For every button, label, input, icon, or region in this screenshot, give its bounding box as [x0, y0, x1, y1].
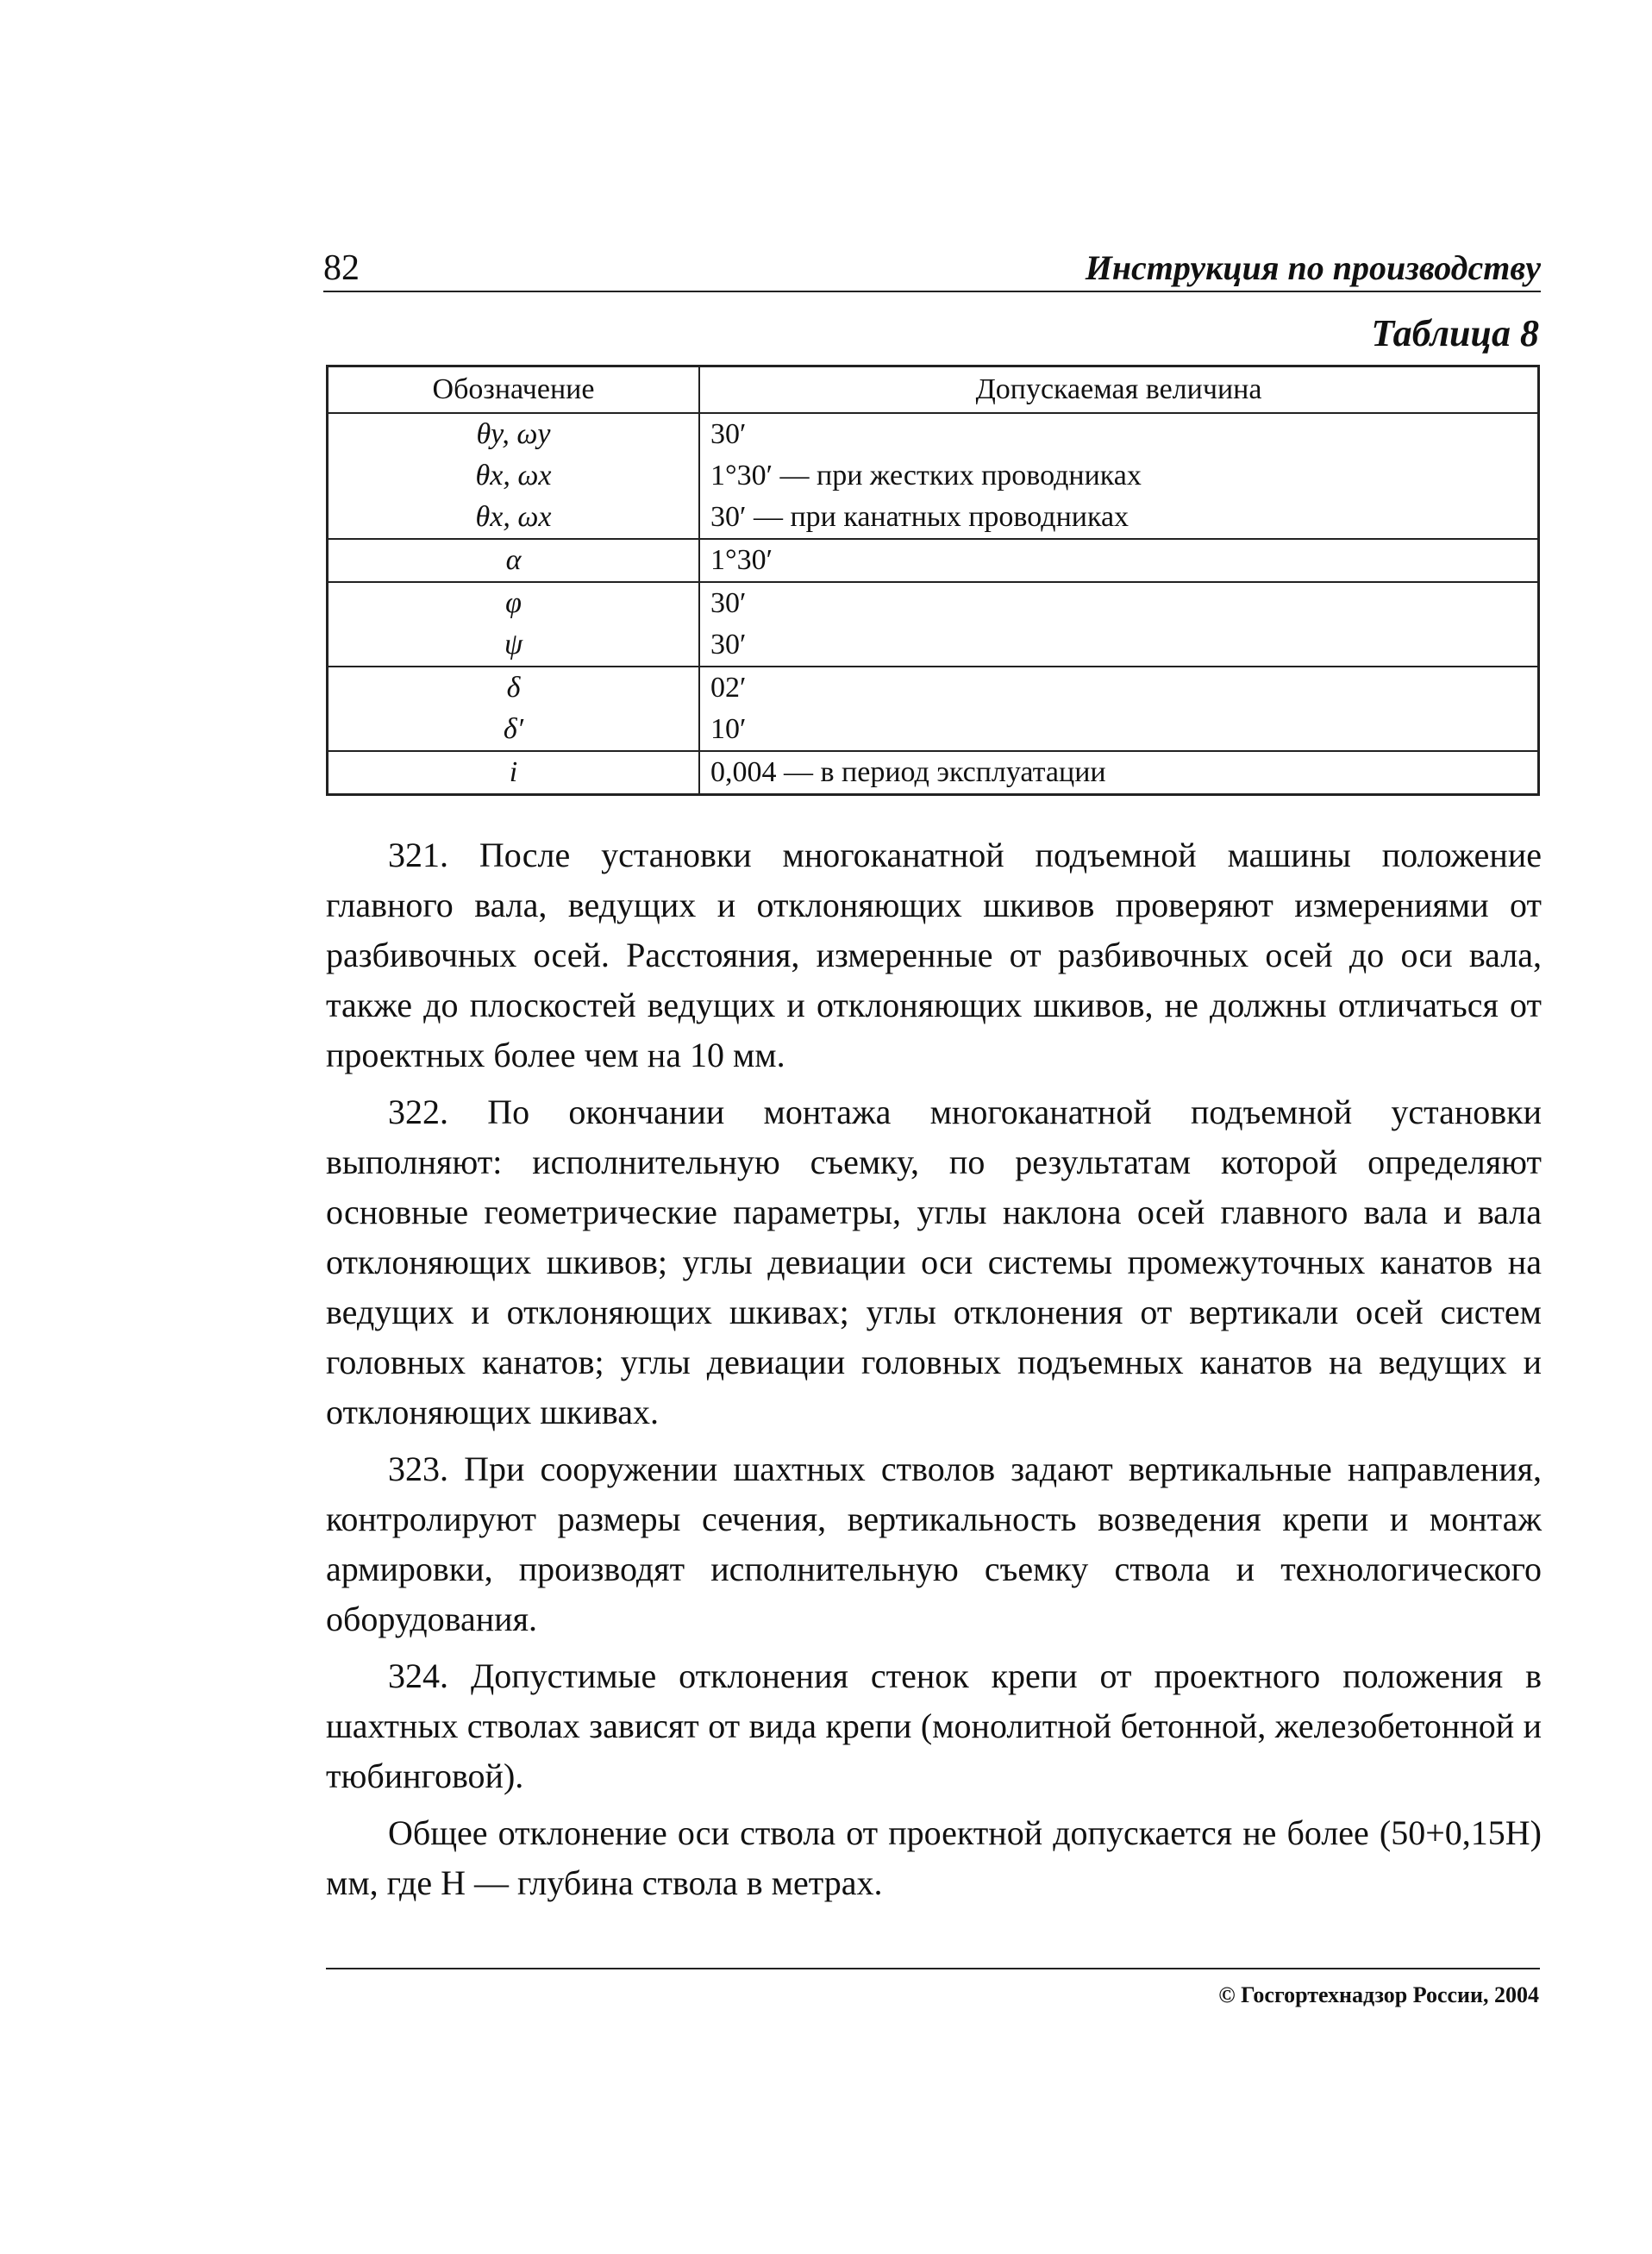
value-text: 02′: [710, 672, 747, 704]
value-text: 0,004 — в период эксплуатации: [710, 756, 1106, 788]
value-text: 30′: [710, 587, 747, 619]
symbol-text: θy, ωy: [476, 418, 551, 450]
column-header-value: Допускаемая величина: [699, 366, 1539, 414]
value-text: 30′: [710, 629, 747, 661]
symbol-text: φ: [505, 587, 522, 619]
symbol-text: θx, ωx: [475, 501, 552, 533]
paragraph-shaft-deviation: Общее отклонение оси ствола от проектной допускается не более (50+0,15H) мм, где H — глубина ствола в метрах.: [326, 1813, 1542, 1902]
tolerance-table: [326, 365, 1540, 796]
table-row: [328, 539, 1539, 582]
value-cell: [699, 582, 1539, 667]
value-cell: [699, 413, 1539, 539]
table-header-row: [328, 366, 1539, 414]
symbol-text: δ′: [503, 713, 524, 745]
symbol-cell: [328, 667, 700, 751]
footer-divider: [326, 1968, 1540, 1969]
paragraph-321: 321. После установки многоканатной подъемной машины положение главного вала, ведущих и отклоняющих шкивов проверяют измерениями от разбивочных осей. Расстояния, измеренные от разбивочных осей до оси вала, также до плоскостей ведущих и отклоняющих шкивов, не должны отличаться от проектных более чем на 10 мм.: [326, 836, 1542, 1074]
running-header: [323, 246, 1541, 292]
column-header-symbol: Обозначение: [328, 366, 700, 414]
symbol-cell: [328, 751, 700, 795]
symbol-text: α: [505, 544, 522, 576]
value-text: 1°30′ — при жестких проводниках: [710, 460, 1142, 491]
value-text: 30′ — при канатных проводниках: [710, 501, 1129, 533]
symbol-text: θx, ωx: [475, 460, 552, 491]
table-row: [328, 413, 1539, 539]
value-text: 1°30′: [710, 544, 773, 576]
symbol-text: ψ: [504, 629, 523, 661]
table-row: [328, 751, 1539, 795]
paragraph-323: 323. При сооружении шахтных стволов задают вертикальные направления, контролируют размеры сечения, вертикальность возведения крепи и монтаж армировки, производят исполнительную съемку ствола и технологического оборудования.: [326, 1449, 1542, 1638]
value-text: 10′: [710, 713, 747, 745]
table-row: [328, 582, 1539, 667]
paragraph-324: 324. Допустимые отклонения стенок крепи от проектного положения в шахтных стволах зависят от вида крепи (монолитной бетонной, железобетонной и тюбинговой).: [326, 1656, 1542, 1795]
page-number: 82: [323, 248, 360, 288]
copyright-notice: © Госгортехнадзор России, 2004: [1218, 1982, 1539, 2007]
value-text: 30′: [710, 418, 747, 450]
symbol-cell: [328, 539, 700, 582]
body-text: [326, 830, 1542, 1915]
symbol-cell: [328, 582, 700, 667]
table-row: [328, 667, 1539, 751]
symbol-text: i: [509, 756, 518, 788]
value-cell: [699, 751, 1539, 795]
symbol-text: δ: [506, 672, 521, 704]
value-cell: [699, 667, 1539, 751]
paragraph-322: 322. По окончании монтажа многоканатной подъемной установки выполняют: исполнительную съемку, по результатам которой определяют основные геометрические параметры, углы наклона осей главного вала и вала отклоняющих шкивов; углы девиации оси системы промежуточных канатов на ведущих и отклоняющих шкивах; углы отклонения от вертикали осей систем головных канатов; углы девиации головных подъемных канатов на ведущих и отклоняющих шкивах.: [326, 1093, 1542, 1431]
value-cell: [699, 539, 1539, 582]
header-title: Инструкция по производству: [1085, 248, 1541, 287]
symbol-cell: [328, 413, 700, 539]
table-caption: Таблица 8: [1371, 312, 1539, 354]
